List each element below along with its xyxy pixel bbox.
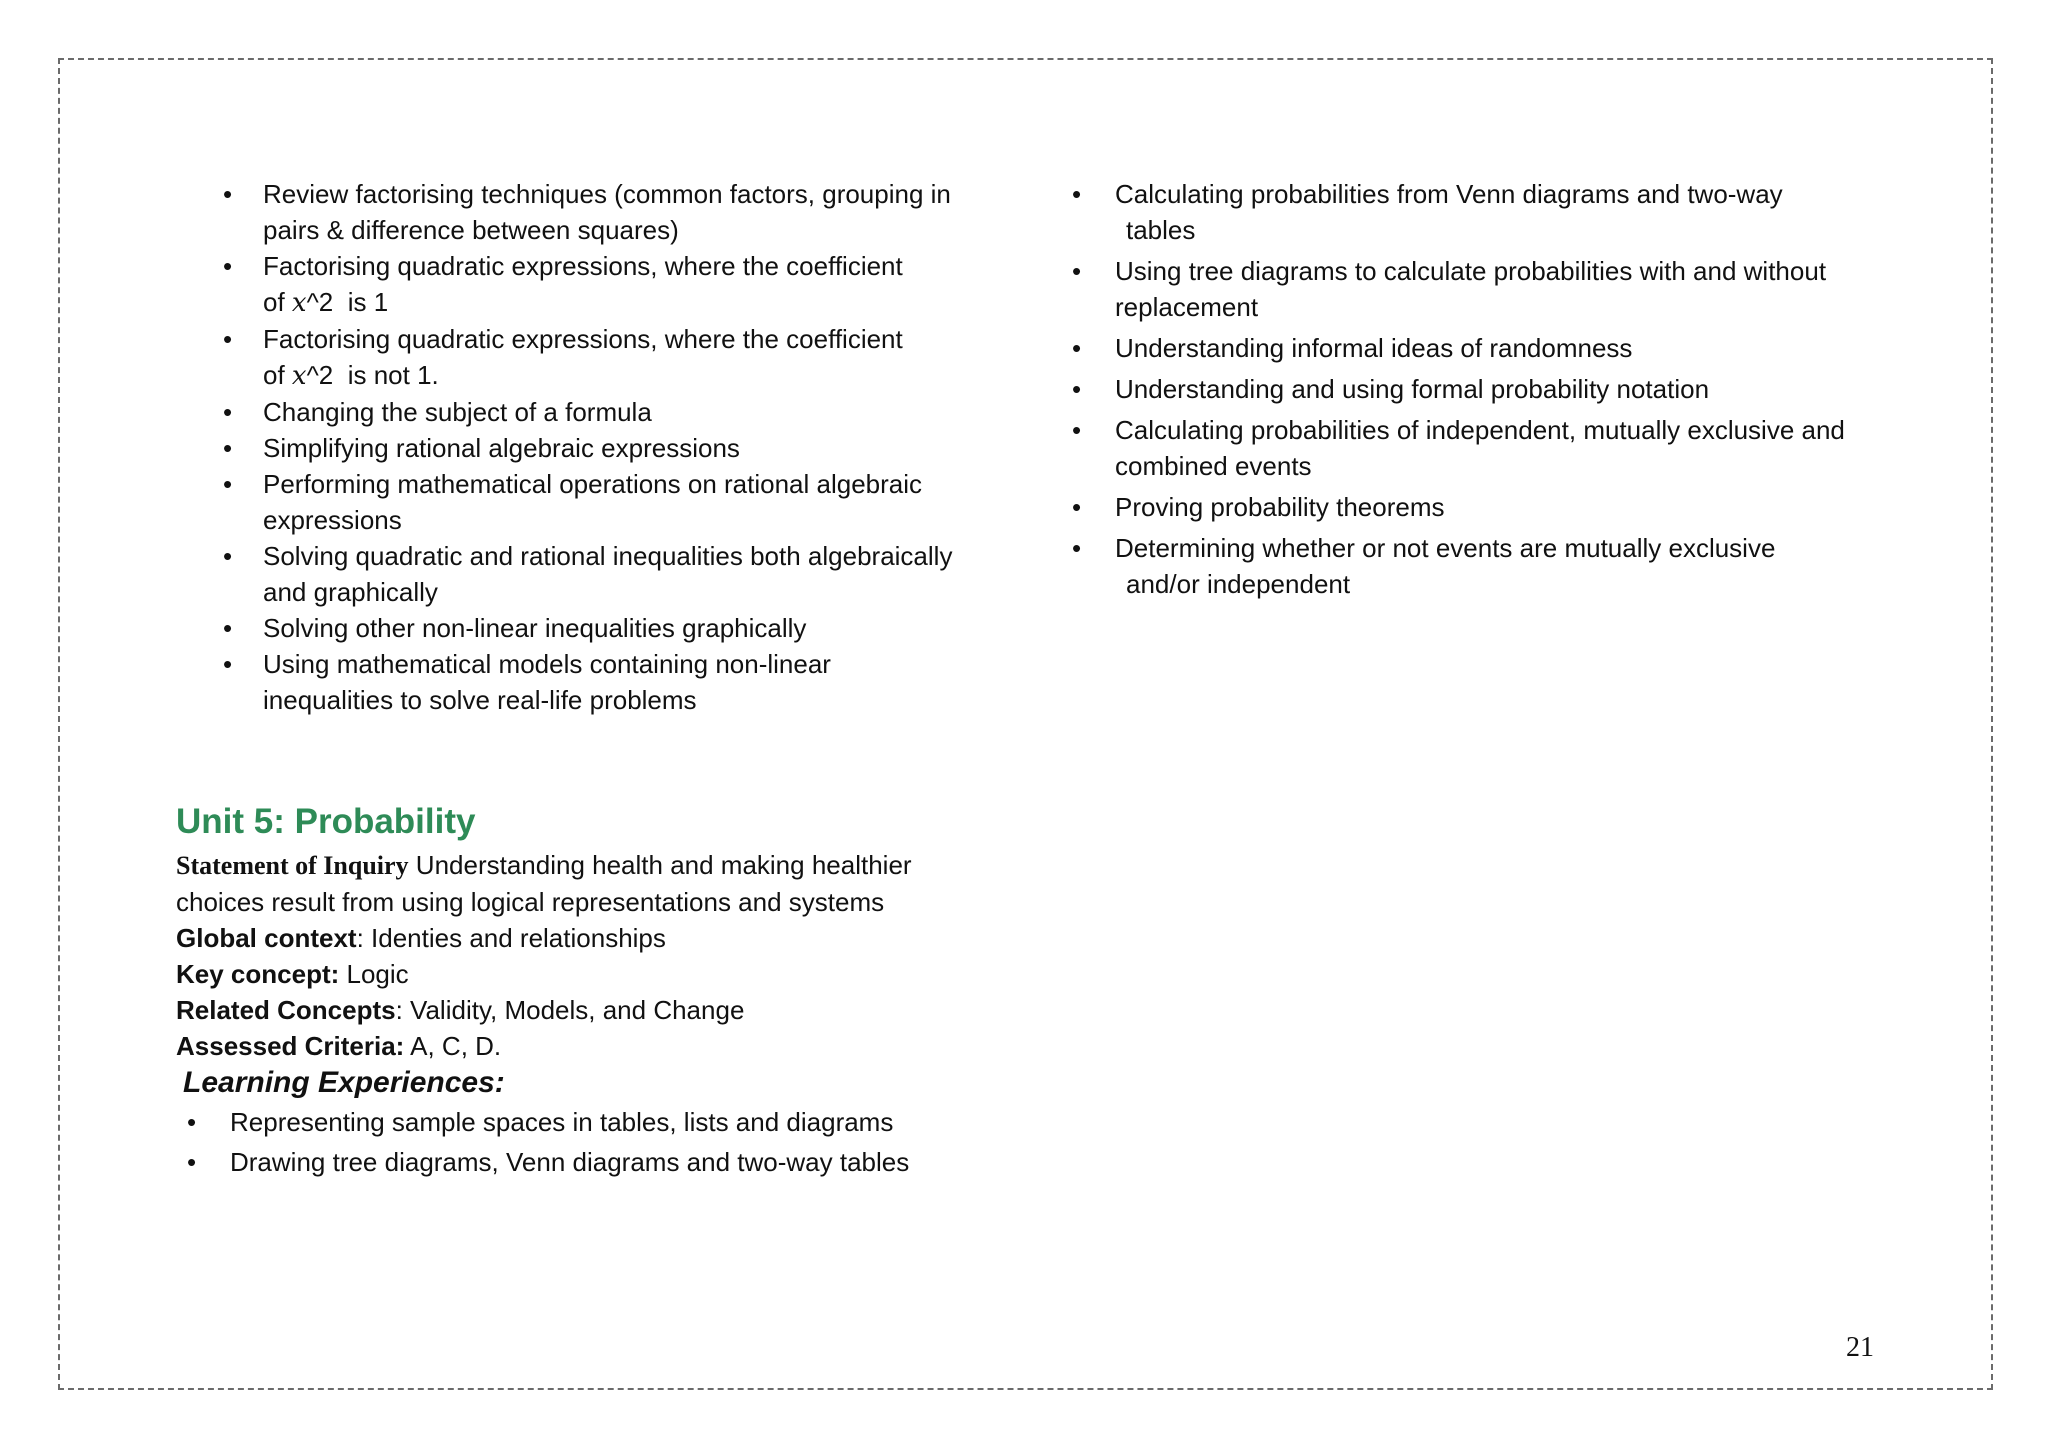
- global-context-label: Global context: [176, 923, 357, 953]
- bullet-icon: •: [1072, 256, 1082, 286]
- bullet-icon: •: [223, 179, 233, 209]
- list-item: [223, 248, 1003, 321]
- list-item-line: combined events: [1115, 451, 1312, 481]
- list-item-line: Using mathematical models containing non-linear: [263, 649, 831, 679]
- bullet-icon: •: [1072, 333, 1082, 363]
- list-item-line: expressions: [263, 505, 402, 535]
- assessed-criteria-value: A, C, D.: [404, 1031, 502, 1061]
- list-item: [187, 1104, 1030, 1140]
- list-item: [1072, 489, 1915, 525]
- list-item-line: Representing sample spaces in tables, lists and diagrams: [230, 1107, 894, 1137]
- left-bullet-list: [223, 176, 1003, 718]
- list-item: [223, 430, 1003, 466]
- list-item-line: ^2 is not 1.: [306, 360, 439, 390]
- global-context: [176, 920, 996, 956]
- key-concept-value: Logic: [339, 959, 409, 989]
- related-concepts-value: : Validity, Models, and Change: [395, 995, 745, 1025]
- bullet-icon: •: [1072, 415, 1082, 445]
- list-item-line: Calculating probabilities of independent, mutually exclusive and: [1115, 415, 1845, 445]
- list-item-line: and/or independent: [1126, 569, 1351, 599]
- list-item-line: Performing mathematical operations on rational algebraic: [263, 469, 923, 499]
- list-item: [223, 176, 1003, 248]
- key-concept: [176, 956, 996, 992]
- statement-of-inquiry: [176, 847, 996, 884]
- list-item-line: inequalities to solve real-life problems: [263, 685, 697, 715]
- bullet-icon: •: [1072, 533, 1082, 563]
- list-item-line: Review factorising techniques (common factors, grouping in: [263, 179, 951, 209]
- list-item-line: of: [263, 287, 292, 317]
- list-item-line: Solving quadratic and rational inequalities both algebraically: [263, 541, 953, 571]
- list-item-line: Calculating probabilities from Venn diagrams and two-way: [1115, 179, 1783, 209]
- list-item: [223, 610, 1003, 646]
- bullet-icon: •: [1072, 179, 1082, 209]
- list-item-line: Proving probability theorems: [1115, 492, 1445, 522]
- statement-text: Understanding health and making healthier: [408, 850, 912, 880]
- list-item: [1072, 330, 1915, 366]
- bullet-icon: •: [1072, 492, 1082, 522]
- bullet-icon: •: [223, 324, 233, 354]
- list-item-line: Determining whether or not events are mutually exclusive: [1115, 533, 1776, 563]
- right-bullet-list: [1072, 176, 1915, 607]
- statement-text-continued: choices result from using logical representations and systems: [176, 887, 885, 917]
- math-variable: x: [291, 288, 307, 318]
- list-item-line: of: [263, 360, 292, 390]
- list-item-line: Using tree diagrams to calculate probabilities with and without: [1115, 256, 1827, 286]
- page-number: 21: [1846, 1332, 1874, 1363]
- global-context-value: : Identies and relationships: [356, 923, 666, 953]
- list-item: [1072, 412, 1915, 484]
- unit-details: [176, 847, 996, 1064]
- math-variable: x: [291, 361, 307, 391]
- list-item-line: Factorising quadratic expressions, where the coefficient: [263, 251, 903, 281]
- bullet-icon: •: [223, 469, 233, 499]
- assessed-criteria: [176, 1028, 996, 1064]
- list-item: [223, 538, 1003, 610]
- related-concepts: [176, 992, 996, 1028]
- bullet-icon: •: [223, 541, 233, 571]
- bullet-icon: •: [223, 649, 233, 679]
- bullet-icon: •: [223, 251, 233, 281]
- list-item-line: Solving other non-linear inequalities graphically: [263, 613, 807, 643]
- list-item-line: Understanding and using formal probability notation: [1115, 374, 1710, 404]
- list-item-line: replacement: [1115, 292, 1259, 322]
- key-concept-label: Key concept:: [176, 959, 340, 989]
- bullet-icon: •: [187, 1147, 197, 1177]
- assessed-criteria-label: Assessed Criteria:: [176, 1031, 405, 1061]
- list-item: [1072, 530, 1915, 602]
- bullet-icon: •: [223, 397, 233, 427]
- list-item-line: Changing the subject of a formula: [263, 397, 652, 427]
- bullet-icon: •: [187, 1107, 197, 1137]
- bullet-icon: •: [1072, 374, 1082, 404]
- related-concepts-label: Related Concepts: [176, 995, 396, 1025]
- list-item: [187, 1144, 1030, 1180]
- list-item-line: tables: [1126, 215, 1196, 245]
- list-item-line: ^2 is 1: [306, 287, 389, 317]
- bullet-icon: •: [223, 613, 233, 643]
- statement-label: Statement of Inquiry: [176, 851, 409, 880]
- list-item-line: and graphically: [263, 577, 438, 607]
- list-item: [223, 394, 1003, 430]
- bullet-icon: •: [223, 433, 233, 463]
- list-item: [1072, 253, 1915, 325]
- learning-experiences-heading: Learning Experiences:: [183, 1066, 505, 1099]
- list-item-line: Drawing tree diagrams, Venn diagrams and two-way tables: [230, 1147, 910, 1177]
- list-item: [223, 321, 1003, 394]
- list-item-line: pairs & difference between squares): [263, 215, 679, 245]
- learning-experiences-list: [187, 1104, 1030, 1184]
- list-item-line: Simplifying rational algebraic expressions: [263, 433, 740, 463]
- list-item: [1072, 176, 1915, 248]
- list-item-line: Understanding informal ideas of randomness: [1115, 333, 1633, 363]
- unit-heading: Unit 5: Probability: [176, 802, 476, 841]
- list-item: [223, 646, 1003, 718]
- list-item: [223, 466, 1003, 538]
- list-item: [1072, 371, 1915, 407]
- list-item-line: Factorising quadratic expressions, where the coefficient: [263, 324, 903, 354]
